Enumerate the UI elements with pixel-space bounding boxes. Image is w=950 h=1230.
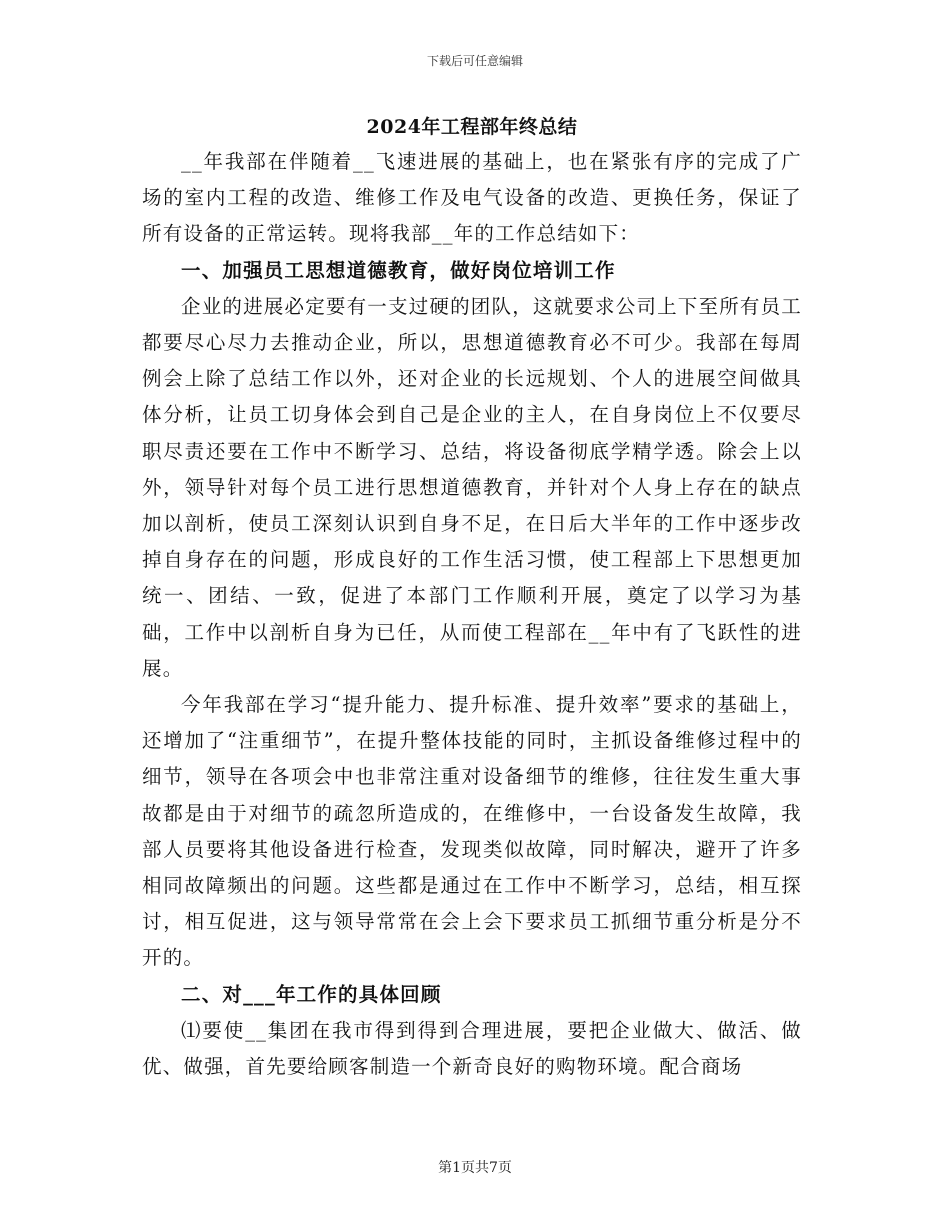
section-2-paragraph-1: ⑴要使__集团在我市得到得到合理进展，要把企业做大、做活、做优、做强，首先要给顾客制造一个新奇良好的购物环境。配合商场 — [142, 1018, 802, 1079]
section-1-paragraph-1: 企业的进展必定要有一支过硬的团队，这就要求公司上下至所有员工都要尽心尽力去推动企业，所以，思想道德教育必不可少。我部在每周例会上除了总结工作以外，还对企业的长远规划、个人的进展空间做具体分析，让员工切身体会到自己是企业的主人，在自身岗位上不仅要尽职尽责还要在工作中不断学习、总结，将设备彻底学精学透。除会上以外，领导针对每个员工进行思想道德教育，并针对个人身上存在的缺点加以剖析，使员工深刻认识到自身不足，在日后大半年的工作中逐步改掉自身存在的问题，形成良好的工作生活习惯，使工程部上下思想更加统一、团结、一致，促进了本部门工作顺利开展，奠定了以学习为基础，工作中以剖析自身为已任，从而使工程部在__年中有了飞跃性的进展。 — [142, 294, 803, 680]
section-2-heading: 二、对___年工作的具体回顾 — [181, 982, 442, 1006]
section-1-heading: 一、加强员工思想道德教育，做好岗位培训工作 — [181, 258, 616, 282]
document-body — [142, 112, 802, 1085]
intro-paragraph: __年我部在伴随着__飞速进展的基础上，也在紧张有序的完成了广场的室内工程的改造、维修工作及电气设备的改造、更换任务，保证了所有设备的正常运转。现将我部__年的工作总结如下： — [142, 150, 802, 246]
section-1-paragraph-2: 今年我部在学习“提升能力、提升标准、提升效率”要求的基础上，还增加了“注重细节”，在提升整体技能的同时，主抓设备维修过程中的细节，领导在各项会中也非常注重对设备细节的维修，往往发生重大事故都是由于对细节的疏忽所造成的，在维修中，一台设备发生故障，我部人员要将其他设备进行检查，发现类似故障，同时解决，避开了许多相同故障频出的问题。这些都是通过在工作中不断学习，总结，相互探讨，相互促进，这与领导常常在会上会下要求员工抓细节重分析是分不开的。 — [142, 693, 802, 970]
header-note: 下载后可任意编辑 — [426, 54, 523, 68]
document-title: 2024年工程部年终总结 — [366, 116, 578, 138]
page-footer: 第1页共7页 — [438, 1160, 512, 1176]
